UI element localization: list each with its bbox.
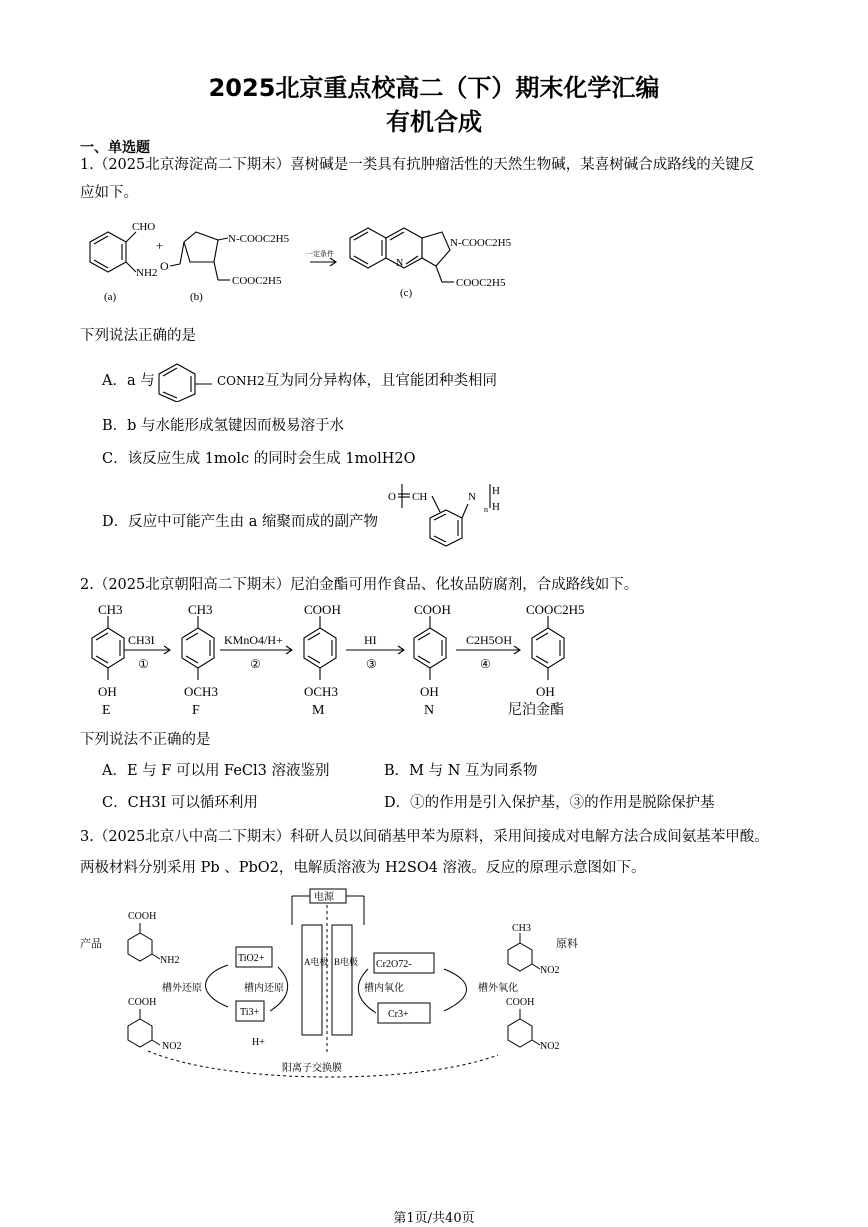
tio-ion: TiO2+ — [238, 953, 265, 964]
outer-reduction: 槽外还原 — [162, 983, 202, 994]
cooh-bottom-right: COOH — [506, 997, 535, 1008]
step2-num: ② — [250, 657, 261, 671]
cooh-top-left: COOH — [128, 911, 157, 922]
cooh-bottom-left: COOH — [128, 997, 157, 1008]
m-top: COOH — [304, 602, 341, 617]
ti3-ion: Ti3+ — [240, 1007, 260, 1018]
step2-reagent: KMnO4/H+ — [224, 633, 283, 647]
cr2o7-ion: Cr2O72- — [376, 959, 412, 970]
electrolysis-diagram — [78, 885, 598, 1085]
polymer-structure — [386, 480, 506, 562]
cr3-ion: Cr3+ — [388, 1009, 409, 1020]
ester-label: 尼泊金酯 — [508, 703, 564, 718]
nh2-label: NH2 — [136, 267, 158, 279]
no2-bottom-left: NO2 — [162, 1041, 182, 1052]
no2-top-right: NO2 — [540, 965, 560, 976]
f-bottom: OCH3 — [184, 684, 218, 699]
power-label: 电源 — [314, 892, 334, 903]
q1-reaction-scheme — [78, 210, 548, 310]
product-label: 产品 — [80, 938, 102, 950]
q1-option-d[interactable]: D．反应中可能产生由 a 缩聚而成的副产物 — [102, 514, 378, 530]
inner-oxidation: 槽内氧化 — [364, 983, 404, 994]
b-cooet: COOC2H5 — [232, 275, 282, 287]
q2-option-a[interactable]: A．E 与 F 可以用 FeCl3 溶液鉴别 — [102, 763, 330, 779]
poly-h2: H — [492, 501, 500, 513]
m-label: M — [312, 703, 325, 718]
poly-o: O — [388, 491, 396, 503]
condition-label: 一定条件 — [306, 250, 334, 258]
q1-prompt: 下列说法正确的是 — [80, 328, 196, 344]
n-bottom: OH — [420, 684, 439, 699]
outer-oxidation: 槽外氧化 — [478, 983, 518, 994]
e-bottom: OH — [98, 684, 117, 699]
step3-reagent: HI — [364, 633, 377, 647]
ester-bottom: OH — [536, 684, 555, 699]
q2-option-b[interactable]: B．M 与 N 互为同系物 — [384, 763, 538, 779]
q1-option-a-prefix[interactable]: A．a 与 — [102, 373, 155, 389]
q1-option-a-substituent: CONH2 — [217, 374, 265, 388]
ester-top: COOC2H5 — [526, 602, 585, 617]
q1-stem-line2: 应如下。 — [80, 185, 138, 201]
label-b: (b) — [190, 291, 203, 303]
ch3-top-right: CH3 — [512, 923, 531, 934]
b-oxo: O — [160, 259, 169, 273]
document-subtitle: 有机合成 — [386, 108, 482, 136]
n-label: N — [424, 703, 435, 718]
membrane-label: 阳离子交换膜 — [282, 1063, 342, 1074]
nh2-top-left: NH2 — [160, 955, 180, 966]
inner-reduction: 槽内还原 — [244, 983, 284, 994]
f-label: F — [192, 703, 200, 718]
q2-option-c[interactable]: C．CH3I 可以循环利用 — [102, 795, 258, 811]
cho-label: CHO — [132, 221, 156, 233]
q2-stem: 2.（2025北京朝阳高二下期末）尼泊金酯可用作食品、化妆品防腐剂，合成路线如下。 — [80, 577, 639, 593]
q1-option-b[interactable]: B．b 与水能形成氢键因而极易溶于水 — [102, 418, 345, 434]
no2-bottom-right: NO2 — [540, 1041, 560, 1052]
electrode-b: B电极 — [334, 957, 359, 967]
q2-option-d[interactable]: D．①的作用是引入保护基，③的作用是脱除保护基 — [384, 795, 715, 811]
benzamide-structure — [152, 360, 222, 402]
m-bottom: OCH3 — [304, 684, 338, 699]
step3-num: ③ — [366, 657, 377, 671]
step4-reagent: C2H5OH — [466, 633, 513, 647]
step1-reagent: CH3I — [128, 633, 155, 647]
q3-stem-line1: 3.（2025北京八中高二下期末）科研人员以间硝基甲苯为原料，采用间接成对电解方法合成间氨基苯甲酸。 — [80, 829, 769, 845]
q3-stem-line2: 两极材料分别采用 Pb 、PbO2，电解质溶液为 H2SO4 溶液。反应的原理示意图如下。 — [80, 860, 646, 876]
q1-option-c[interactable]: C．该反应生成 1molc 的同时会生成 1molH2O — [102, 451, 416, 467]
f-top: CH3 — [188, 602, 213, 617]
raw-label: 原料 — [556, 938, 578, 950]
document-title: 2025北京重点校高二（下）期末化学汇编 — [208, 74, 660, 102]
h-plus: H+ — [252, 1037, 265, 1048]
section-heading: 一、单选题 — [80, 140, 150, 156]
c-cooet: COOC2H5 — [456, 277, 506, 289]
q1-stem-line1: 1.（2025北京海淀高二下期末）喜树碱是一类具有抗肿瘤活性的天然生物碱，某喜树碱合成路线的关键反 — [80, 157, 755, 173]
poly-n: N — [468, 491, 476, 503]
q2-prompt: 下列说法不正确的是 — [80, 732, 211, 748]
c-n-coo: N-COOC2H5 — [450, 237, 512, 249]
c-n: N — [396, 258, 404, 269]
e-label: E — [102, 703, 111, 718]
poly-h1: H — [492, 485, 500, 497]
step1-num: ① — [138, 657, 149, 671]
label-a: (a) — [104, 291, 117, 303]
plus-sign: + — [156, 238, 164, 253]
page-footer: 第1页/共40页 — [393, 1211, 475, 1226]
label-c: (c) — [400, 287, 413, 299]
q2-synthesis-route — [78, 598, 608, 720]
poly-n-sub: n — [484, 505, 488, 514]
e-top: CH3 — [98, 602, 123, 617]
q1-option-a-text[interactable]: 互为同分异构体，且官能团种类相同 — [265, 373, 497, 389]
n-top: COOH — [414, 602, 451, 617]
step4-num: ④ — [480, 657, 491, 671]
b-n-coo: N-COOC2H5 — [228, 233, 290, 245]
poly-ch: CH — [412, 491, 428, 503]
electrode-a: A电极 — [304, 957, 329, 967]
